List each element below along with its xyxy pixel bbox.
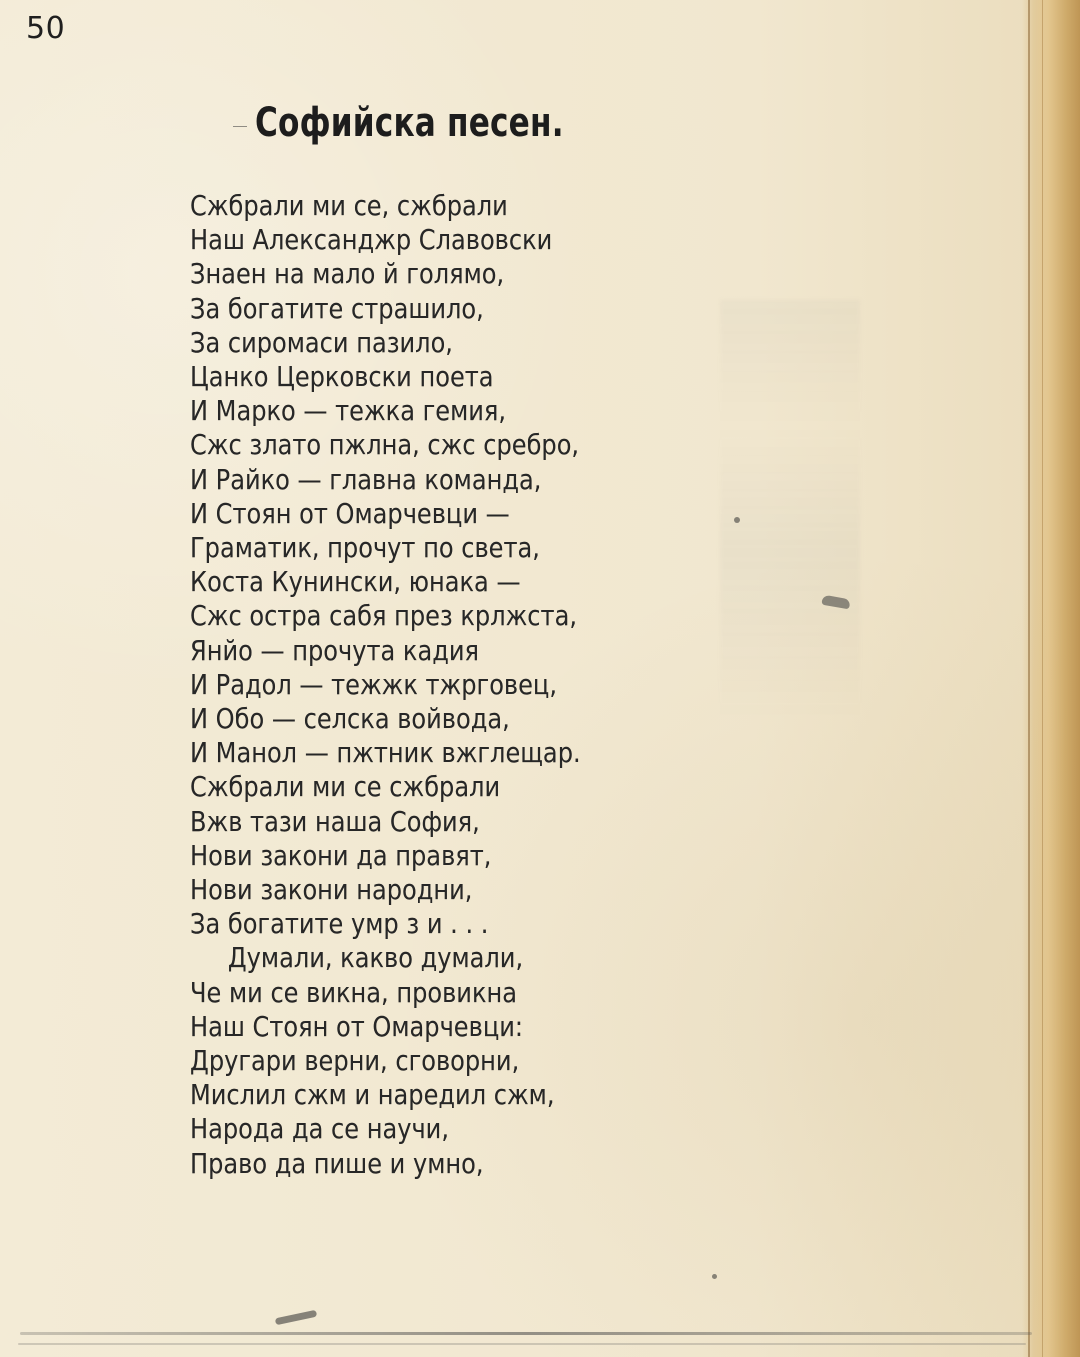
poem-line: Другари верни, сговорни, bbox=[190, 1044, 520, 1078]
page-number: 50 bbox=[26, 11, 66, 46]
bleed-through-shadow bbox=[720, 300, 860, 720]
poem-line: И Стоян от Омарчевци — bbox=[190, 496, 510, 530]
poem-line: И Обо — селска войвода, bbox=[190, 702, 510, 736]
page-bottom-edge bbox=[20, 1332, 1032, 1335]
poem-line: И Марко — тежка гемия, bbox=[190, 394, 507, 428]
poem-lines bbox=[190, 189, 581, 1181]
page-bottom-edge-secondary bbox=[18, 1343, 1026, 1345]
poem-line: За богатите страшило, bbox=[190, 291, 484, 325]
ink-speck bbox=[712, 1274, 717, 1279]
poem-line: Наш Александжр Славовски bbox=[190, 223, 553, 257]
poem-line: Граматик, прочут по света, bbox=[190, 531, 540, 565]
poem-line: Народа да се научи, bbox=[190, 1112, 449, 1146]
poem-line: Сжс остра сабя през крлжста, bbox=[190, 599, 577, 633]
poem-line: Сжс злато пжлна, сжс сребро, bbox=[190, 428, 580, 462]
poem-line: Вжв тази наша София, bbox=[190, 804, 480, 838]
poem-line: Думали, какво думали, bbox=[227, 941, 524, 975]
poem-line: Сжбрали ми се сжбрали bbox=[190, 770, 501, 804]
poem-line: Право да пише и умно, bbox=[190, 1146, 484, 1180]
poem-line: Знаен на мало й голямо, bbox=[190, 257, 505, 291]
poem-line: За богатите умр з и . . . bbox=[190, 907, 489, 941]
poem-line: И Радол — тежжк тжрговец, bbox=[190, 667, 557, 701]
ink-smudge bbox=[275, 1310, 318, 1326]
title-dash bbox=[233, 126, 247, 127]
page-title: Софийска песен. bbox=[255, 100, 564, 146]
poem-line: И Манол — пжтник вжглещар. bbox=[190, 736, 581, 770]
poem-line: Коста Кунински, юнака — bbox=[190, 565, 521, 599]
poem-line: Наш Стоян от Омарчевци: bbox=[190, 1009, 523, 1043]
poem-line: Нови закони народни, bbox=[190, 873, 473, 907]
page-right-edge bbox=[1022, 0, 1080, 1357]
poem-line: За сиромаси пазило, bbox=[190, 325, 453, 359]
poem-line: Цанко Церковски поета bbox=[190, 360, 494, 394]
poem-line: Мислил сжм и наредил сжм, bbox=[190, 1078, 555, 1112]
poem-line: И Райко — главна команда, bbox=[190, 462, 542, 496]
ink-speck bbox=[734, 517, 740, 523]
poem-line: Янйо — прочута кадия bbox=[190, 633, 480, 667]
poem-line: Че ми се викна, провикна bbox=[190, 975, 518, 1009]
poem-line: Сжбрали ми се, сжбрали bbox=[190, 189, 508, 222]
poem-line: Нови закони да правят, bbox=[190, 838, 492, 872]
